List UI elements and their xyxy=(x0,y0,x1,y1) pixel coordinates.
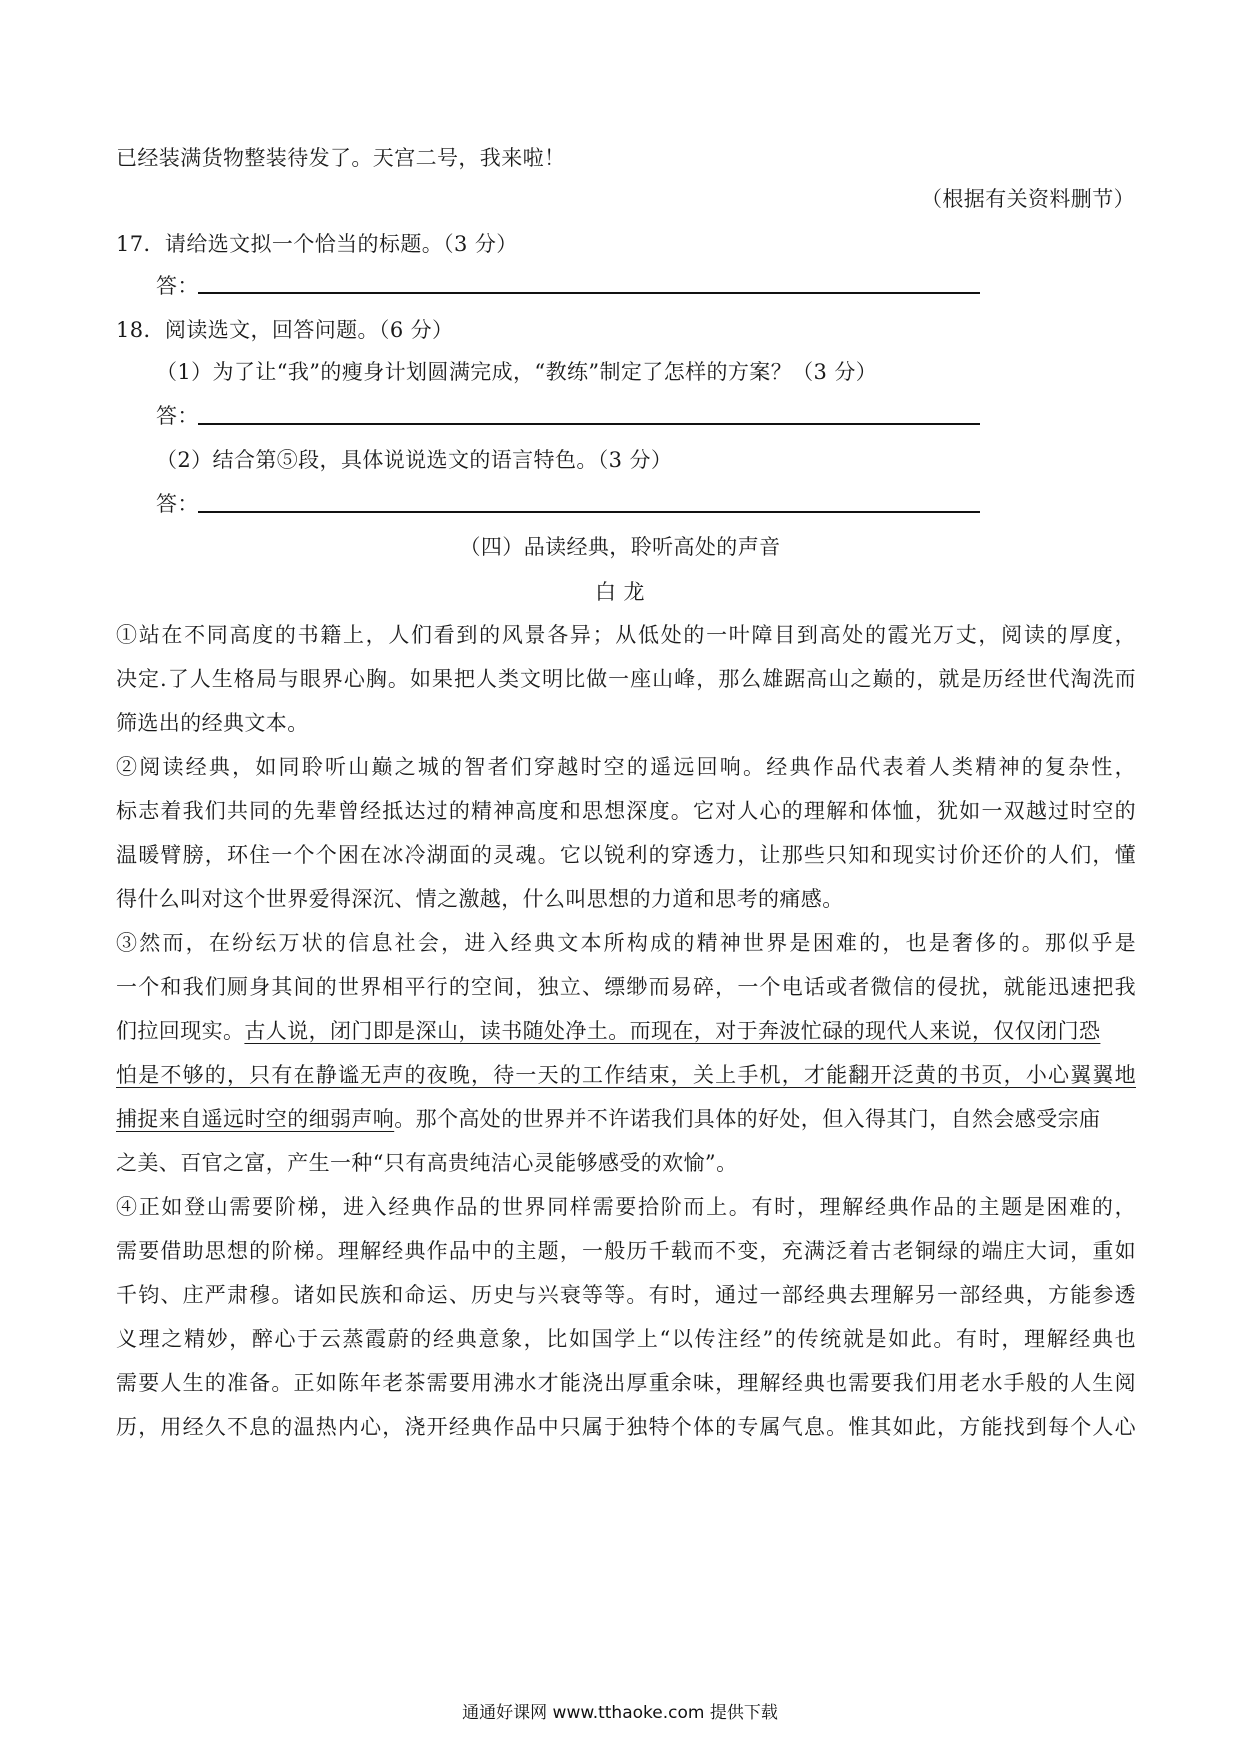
question-18-part1-answer-label: 答： xyxy=(156,404,199,428)
passage-line: 需要借助思想的阶梯。理解经典作品中的主题，一般历千载而不变，充满泛着古老铜绿的端庄大词，重如 xyxy=(116,1239,1136,1263)
underlined-passage-text: 怕是不够的，只有在静谧无声的夜晚，待一天的工作结束，关上手机，才能翻开泛黄的书页，小心翼翼地 xyxy=(116,1063,1136,1087)
passage-line: ④正如登山需要阶梯，进入经典作品的世界同样需要拾阶而上。有时，理解经典作品的主题是困难的， xyxy=(116,1195,1136,1219)
question-18-part2-answer-line[interactable] xyxy=(198,511,980,513)
passage-line: 决定.了人生格局与眼界心胸。如果把人类文明比做一座山峰，那么雄踞高山之巅的，就是历经世代淘洗而 xyxy=(116,667,1136,691)
passage-line: ①站在不同高度的书籍上，人们看到的风景各异；从低处的一叶障目到高处的霞光万丈，阅读的厚度， xyxy=(116,623,1136,647)
passage-line: 筛选出的经典文本。 xyxy=(116,711,309,735)
question-17-answer-label: 答： xyxy=(156,274,199,298)
passage-line: ③然而，在纷纭万状的信息社会，进入经典文本所构成的精神世界是困难的，也是奢侈的。那似乎是 xyxy=(116,931,1136,955)
passage-line-mixed xyxy=(116,1104,1136,1134)
passage-line: 需要人生的准备。正如陈年老茶需要用沸水才能浇出厚重余味，理解经典也需要我们用老水手般的人生阅 xyxy=(116,1371,1136,1395)
question-18-part1-answer-line[interactable] xyxy=(198,423,980,425)
passage-line: 历，用经久不息的温热内心，浇开经典作品中只属于独特个体的专属气息。惟其如此，方能找到每个人心 xyxy=(116,1415,1136,1439)
page-footer: 通通好课网 www.tthaoke.com 提供下载 xyxy=(462,1703,778,1723)
question-18-part2-answer-label: 答： xyxy=(156,492,199,516)
passage-line-mixed xyxy=(116,1016,1136,1046)
passage-line: 一个和我们厕身其间的世界相平行的空间，独立、缥缈而易碎，一个电话或者微信的侵扰，就能迅速把我 xyxy=(116,975,1136,999)
underlined-passage-text: 古人说，闭门即是深山，读书随处净土。而现在，对于奔波忙碌的现代人来说，仅仅闭门恐 xyxy=(244,1019,1101,1043)
passage-author: 白 龙 xyxy=(595,580,645,604)
passage-line: 标志着我们共同的先辈曾经抵达过的精神高度和思想深度。它对人心的理解和体恤，犹如一双越过时空的 xyxy=(116,799,1136,823)
question-17-answer-line[interactable] xyxy=(198,292,980,294)
source-note: （根据有关资料删节） xyxy=(921,187,1135,211)
section-4-heading: （四）品读经典，聆听高处的声音 xyxy=(459,535,781,559)
question-18-part2-prompt: （2）结合第⑤段，具体说说选文的语言特色。（3 分） xyxy=(156,448,673,472)
question-18-part1-prompt: （1）为了让“我”的瘦身计划圆满完成，“教练”制定了怎样的方案？（3 分） xyxy=(156,360,878,384)
passage-line: 千钧、庄严肃穆。诸如民族和命运、历史与兴衰等等。有时，通过一部经典去理解另一部经典，方能参透 xyxy=(116,1283,1136,1307)
passage-text: 们拉回现实。 xyxy=(116,1019,245,1043)
passage-line: 温暖臂膀，环住一个个困在冰冷湖面的灵魂。它以锐利的穿透力，让那些只知和现实讨价还价的人们，懂 xyxy=(116,843,1136,867)
underlined-passage-text: 捕捉来自遥远时空的细弱声响 xyxy=(116,1107,395,1131)
passage-line: 得什么叫对这个世界爱得深沉、情之激越，什么叫思想的力道和思考的痛感。 xyxy=(116,887,844,911)
passage-line: ②阅读经典，如同聆听山巅之城的智者们穿越时空的遥远回响。经典作品代表着人类精神的复杂性， xyxy=(116,755,1136,779)
question-18-prompt: 18．阅读选文，回答问题。（6 分） xyxy=(116,318,454,342)
intro-tail-text: 已经装满货物整装待发了。天宫二号，我来啦！ xyxy=(116,146,566,170)
passage-line: 之美、百官之富，产生一种“只有高贵纯洁心灵能够感受的欢愉”。 xyxy=(116,1151,738,1175)
passage-line: 义理之精妙，醉心于云蒸霞蔚的经典意象，比如国学上“以传注经”的传统就是如此。有时，理解经典也 xyxy=(116,1327,1136,1351)
passage-text: 。那个高处的世界并不许诺我们具体的好处，但入得其门，自然会感受宗庙 xyxy=(394,1107,1101,1131)
question-17-prompt: 17．请给选文拟一个恰当的标题。（3 分） xyxy=(116,232,518,256)
